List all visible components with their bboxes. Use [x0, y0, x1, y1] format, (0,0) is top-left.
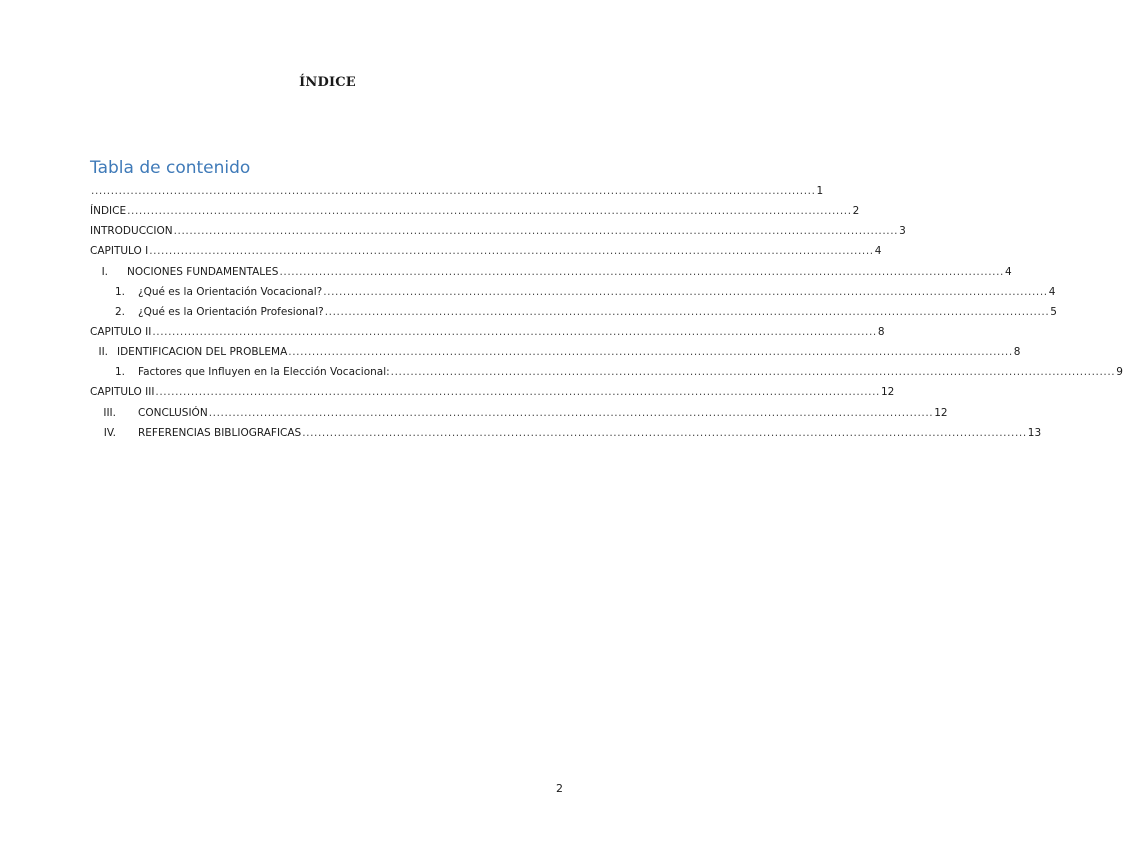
toc-leader: ........................................................................................................................................................................................ [279, 265, 1004, 278]
toc-entry-page: 2 [852, 205, 860, 218]
toc-entry-page: 8 [877, 326, 885, 339]
page-heading: ÍNDICE [299, 75, 356, 90]
toc-entry[interactable] [90, 382, 895, 402]
toc-entry[interactable] [90, 241, 882, 261]
toc-entry-number: III. [103, 406, 116, 419]
toc-entry-page: 12 [880, 386, 895, 399]
toc-entry-page: 5 [1050, 305, 1057, 318]
toc-entry[interactable] [90, 282, 1056, 302]
toc-entry[interactable] [90, 403, 948, 423]
toc-entry-number: 1. [114, 285, 125, 298]
toc-leader: ........................................................................................................................................................................................ [91, 185, 816, 198]
table-of-contents [90, 181, 1123, 443]
toc-entry[interactable] [90, 362, 1123, 382]
toc-entry-page: 3 [899, 225, 906, 238]
toc-leader: ........................................................................................................................................................................................ [288, 346, 1013, 359]
toc-entry-text: NOCIONES FUNDAMENTALES [127, 265, 279, 278]
toc-entry[interactable] [90, 322, 885, 342]
toc-entry-page: 4 [1004, 265, 1012, 278]
toc-leader: ........................................................................................................................................................................................ [127, 205, 852, 218]
toc-leader: ........................................................................................................................................................................................ [149, 245, 874, 258]
toc-entry-page: 9 [1116, 366, 1123, 379]
toc-leader: ........................................................................................................................................................................................ [155, 386, 880, 399]
toc-entry[interactable] [90, 423, 1042, 443]
toc-leader: ........................................................................................................................................................................................ [302, 426, 1027, 439]
toc-leader: ........................................................................................................................................................................................ [208, 406, 934, 419]
toc-entry-number: II. [98, 346, 108, 359]
toc-entry-text: CAPITULO II [90, 326, 152, 339]
toc-entry-number: IV. [103, 426, 116, 439]
toc-entry-page: 12 [934, 406, 948, 419]
toc-entry-text: IDENTIFICACION DEL PROBLEMA [117, 346, 288, 359]
toc-leader: ........................................................................................................................................................................................ [324, 305, 1050, 318]
toc-entry-text: CAPITULO I [90, 245, 149, 258]
toc-entry-number: 2. [114, 305, 125, 318]
page-number: 2 [556, 782, 563, 795]
toc-entry-page: 1 [816, 185, 824, 198]
toc-entry-text: Factores que Influyen en la Elección Vocacional: [138, 366, 390, 379]
toc-entry-text: CAPITULO III [90, 386, 155, 399]
toc-entry-page: 4 [874, 245, 882, 258]
toc-leader: ........................................................................................................................................................................................ [323, 285, 1048, 298]
toc-entry-text: ¿Qué es la Orientación Profesional? [138, 305, 324, 318]
toc-entry-page: 13 [1027, 426, 1042, 439]
toc-entry-text: REFERENCIAS BIBLIOGRAFICAS [138, 426, 302, 439]
toc-entry-page: 8 [1013, 346, 1021, 359]
toc-entry[interactable] [90, 201, 860, 221]
toc-leader: ........................................................................................................................................................................................ [390, 366, 1116, 379]
toc-entry[interactable] [90, 302, 1057, 322]
toc-entry[interactable] [90, 262, 1012, 282]
toc-entry-text: ÍNDICE [90, 205, 127, 218]
toc-entry-text: INTRODUCCION [90, 225, 173, 238]
toc-entry-number: 1. [114, 366, 125, 379]
toc-entry[interactable] [90, 342, 1021, 362]
toc-leader: ........................................................................................................................................................................................ [173, 225, 899, 238]
toc-entry-page: 4 [1048, 285, 1056, 298]
toc-leader: ........................................................................................................................................................................................ [152, 326, 877, 339]
toc-entry[interactable] [90, 221, 906, 241]
toc-entry[interactable] [90, 181, 824, 201]
toc-title: Tabla de contenido [90, 158, 251, 178]
toc-entry-number: I. [101, 265, 108, 278]
toc-entry-text: CONCLUSIÓN [138, 406, 208, 419]
toc-entry-text: ¿Qué es la Orientación Vocacional? [138, 285, 323, 298]
